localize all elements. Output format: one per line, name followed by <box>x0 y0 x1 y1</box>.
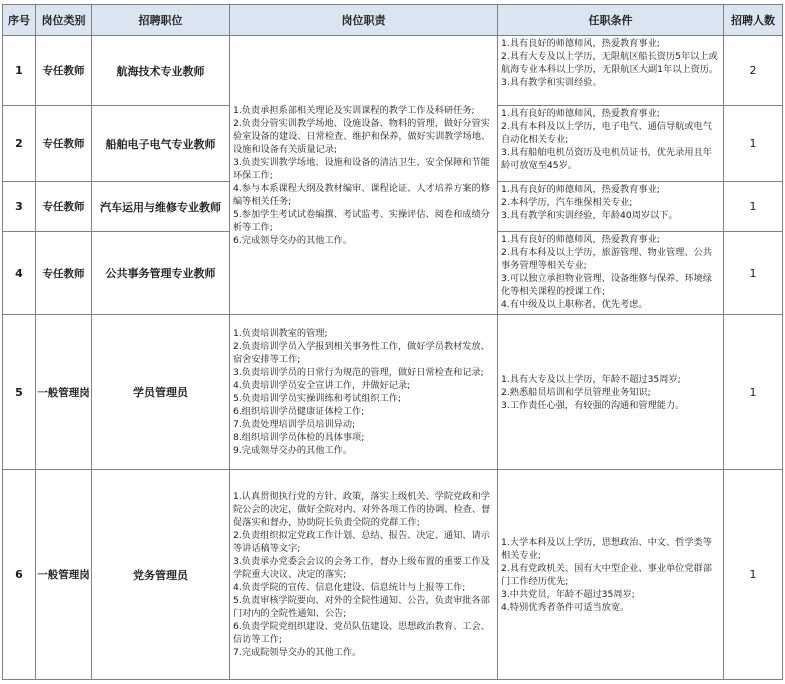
requirement-line: 2.本科学历，汽车维保相关专业; <box>501 197 633 208</box>
row-type: 专任教师 <box>36 232 92 315</box>
duty-line: 7.负责处理培训学员培训异动; <box>233 419 356 430</box>
requirement-line: 2.具有党政机关、国有大中型企业、事业单位党群部门工作经历优先; <box>501 562 712 587</box>
row-count: 1 <box>724 470 783 680</box>
header-seq: 序号 <box>3 5 36 36</box>
header-type: 岗位类别 <box>36 5 92 36</box>
row-duties <box>230 315 498 470</box>
duty-line: 7.完成院领导交办的其他工作。 <box>233 647 362 658</box>
header-count: 招聘人数 <box>724 5 783 36</box>
requirement-line: 3.具有船舶电机员资历及电机员证书，优先录用且年龄可放宽至45岁。 <box>501 147 712 171</box>
row-position: 汽车运用与维修专业教师 <box>92 182 230 232</box>
duty-line: 9.完成领导交办的其他工作。 <box>233 445 353 456</box>
requirement-line: 2.具有大专及以上学历，无限航区船长资历5年以上或航海专业本科以上学历，无限航区大副1年以上资历。 <box>501 51 719 75</box>
row-type: 专任教师 <box>36 36 92 106</box>
row-requirements <box>498 106 724 182</box>
shared-duties-cell <box>230 36 498 315</box>
requirement-line: 3.具有教学和实训经验。 <box>501 77 602 88</box>
row-requirements <box>498 470 724 680</box>
table-row <box>3 470 783 680</box>
row-count: 1 <box>724 106 783 182</box>
duty-line: 5.参加学生考试试卷编撰、考试监考、实操评估、阅卷和成绩分析等工作; <box>233 208 490 233</box>
duty-line: 1.负责培训教室的管理; <box>233 328 328 339</box>
row-position: 船舶电子电气专业教师 <box>92 106 230 182</box>
row-position: 党务管理员 <box>92 470 230 680</box>
duty-line: 6.负责学院党组织建设、党员队伍建设、思想政治教育、工会、信访等工作; <box>233 621 490 645</box>
row-seq: 1 <box>3 36 36 106</box>
duty-line: 1.负责承担系部相关理论及实训课程的教学工作及科研任务; <box>233 104 475 116</box>
duty-line: 3.负责实训教学场地、设施和设备的清洁卫生、安全保障和节能环保工作; <box>233 156 490 181</box>
header-row <box>3 5 783 36</box>
requirement-line: 1.具有大专及以上学历，年龄不超过35周岁; <box>501 373 681 385</box>
duty-line: 8.组织培训学员体检的具体事项; <box>233 432 365 443</box>
requirement-line: 4.有中级及以上职称者，优先考虑。 <box>501 299 648 310</box>
row-requirements <box>498 232 724 315</box>
requirement-line: 1.具有良好的师德师风，热爱教育事业; <box>501 234 660 245</box>
row-seq: 4 <box>3 232 36 315</box>
row-seq: 5 <box>3 315 36 470</box>
recruitment-table <box>2 4 783 680</box>
row-count: 1 <box>724 315 783 470</box>
requirement-line: 3.可以独立承担物业管理、设备维修与保养、环境绿化等相关课程的授课工作; <box>501 273 712 297</box>
requirement-line: 2.熟悉船员培训和学员管理业务知识; <box>501 386 651 398</box>
row-type: 一般管理岗 <box>36 470 92 680</box>
header-duties: 岗位职责 <box>230 5 498 36</box>
row-type: 专任教师 <box>36 106 92 182</box>
duty-line: 3.负责承办党委会会议的会务工作，督办上级布置的重要工作及学院重大决议、决定的落实; <box>233 556 490 580</box>
requirement-line: 1.具有良好的师德师风，热爱教育事业; <box>501 108 660 119</box>
requirement-line: 1.具有良好的师德师风，热爱教育事业; <box>501 184 660 195</box>
requirement-line: 3.具有教学和实训经验，年龄40周岁以下。 <box>501 210 678 221</box>
duty-line: 5.负责审核学院要向、对外的全院性通知、公告，负责审批各部门对内的全院性通知、公告; <box>233 595 490 619</box>
requirement-line: 3.工作责任心强，有较强的沟通和管理能力。 <box>501 399 685 411</box>
duty-line: 1.认真贯彻执行党的方针、政策，落实上级机关、学院党政和学院公会的决定，做好全院对内、对外各项工作的协调、检查、督促落实和督办，协助院长负责全院的党群工作; <box>233 491 491 528</box>
duty-line: 2.负责组织拟定党政工作计划、总结、报告、决定、通知、请示等讲话稿等文字; <box>233 530 490 554</box>
duty-line: 2.负责分管实训教学场地、设施设备、物料的管理，做好分管实验室设备的建设、日常检查、维护和保养，做好实训教学场地、设施和设备有关质量记录; <box>233 117 491 155</box>
duty-line: 4.负责培训学员安全宣讲工作，并做好记录; <box>233 380 411 391</box>
row-seq: 6 <box>3 470 36 680</box>
requirement-line: 3.中共党员，年龄不超过35周岁; <box>501 588 635 600</box>
table-row <box>3 36 783 106</box>
requirement-line: 1.具有良好的师德师风，热爱教育事业; <box>501 38 660 49</box>
table-row <box>3 315 783 470</box>
requirement-line: 1.大学本科及以上学历，思想政治、中文、哲学类等相关专业; <box>501 536 712 561</box>
requirement-line: 2.具有本科及以上学历，旅游管理、物业管理、公共事务管理等相关专业; <box>501 247 712 271</box>
row-seq: 3 <box>3 182 36 232</box>
row-type: 一般管理岗 <box>36 315 92 470</box>
duty-line: 3.负责培训学员的日常行为规范的管理，做好日常检查和记录; <box>233 367 484 378</box>
row-requirements <box>498 315 724 470</box>
duty-line: 5.负责培训学员实操训练和考试组织工作; <box>233 393 402 404</box>
duty-line: 6.组织培训学员健康证体检工作; <box>233 406 365 417</box>
row-requirements <box>498 182 724 232</box>
header-requirements: 任职条件 <box>498 5 724 36</box>
row-requirements <box>498 36 724 106</box>
duty-line: 4.参与本系课程大纲及教材编审、课程论证、人才培养方案的修编等相关任务; <box>233 182 490 207</box>
row-count: 1 <box>724 182 783 232</box>
duty-line: 2.负责培训学员入学报到相关事务性工作，做好学员教材发放、宿舍安排等工作; <box>233 341 490 365</box>
header-position: 招聘职位 <box>92 5 230 36</box>
duty-line: 6.完成领导交办的其他工作。 <box>233 234 353 246</box>
row-position: 公共事务管理专业教师 <box>92 232 230 315</box>
requirement-line: 4.特别优秀者条件可适当放宽。 <box>501 601 630 613</box>
row-seq: 2 <box>3 106 36 182</box>
row-position: 航海技术专业教师 <box>92 36 230 106</box>
row-type: 专任教师 <box>36 182 92 232</box>
requirement-line: 2.具有本科及以上学历，电子电气、通信导航或电气自动化相关专业; <box>501 121 712 145</box>
row-position: 学员管理员 <box>92 315 230 470</box>
row-duties <box>230 470 498 680</box>
row-count: 1 <box>724 232 783 315</box>
row-count: 2 <box>724 36 783 106</box>
duty-line: 4.负责学院的宣传、信息化建设、信息统计与上报等工作; <box>233 582 466 593</box>
